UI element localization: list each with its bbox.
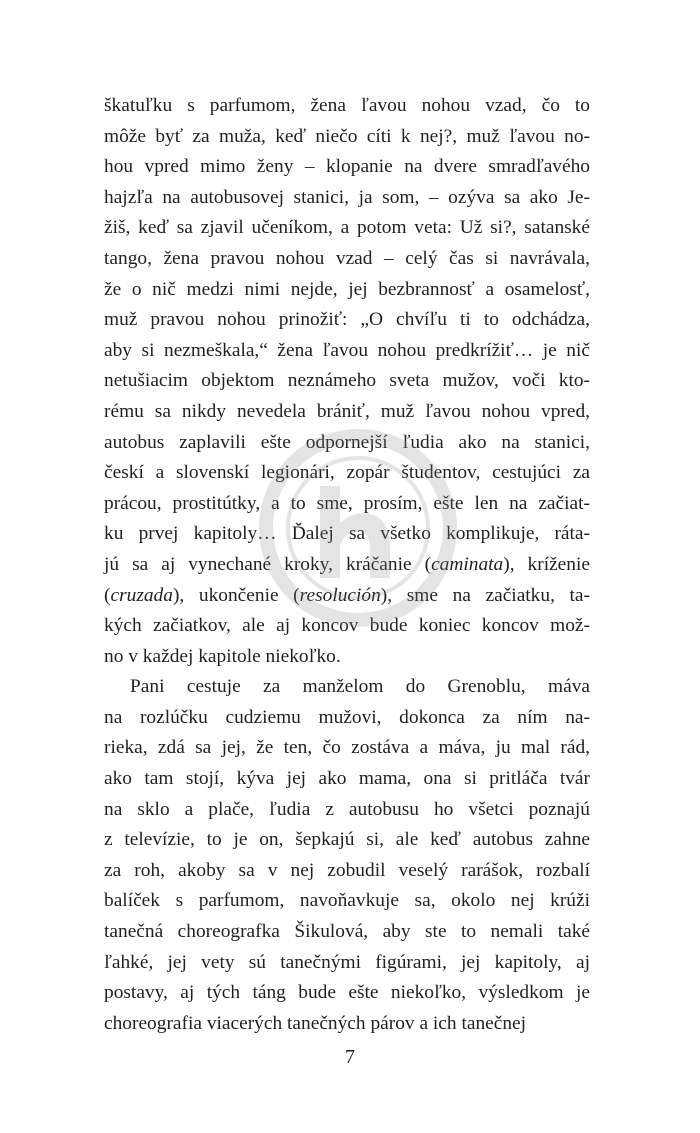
text-segment: na rozlúčku cudziemu mužovi, dokonca za ním na-	[104, 706, 590, 728]
italic-term: cruzada	[110, 584, 173, 606]
italic-term: caminata	[431, 553, 504, 575]
text-segment: tango, žena pravou nohou vzad – celý čas si navrávala,	[104, 247, 590, 269]
text-segment: za roh, akoby sa v nej zobudil veselý rarášok, rozbalí	[104, 859, 590, 881]
text-segment: môže byť za muža, keď niečo cíti k nej?, muž ľavou no-	[104, 125, 590, 147]
text-segment: balíček s parfumom, navoňavkuje sa, okolo nej krúži	[104, 890, 590, 912]
text-line	[104, 703, 590, 734]
text-line	[104, 795, 590, 826]
text-segment: no v každej kapitole niekoľko.	[104, 645, 341, 667]
text-line	[104, 764, 590, 795]
text-line	[104, 825, 590, 856]
text-line	[104, 611, 590, 642]
text-line	[104, 917, 590, 948]
text-segment: rému sa nikdy nevedela brániť, muž ľavou nohou vpred,	[104, 400, 590, 422]
text-line	[104, 213, 590, 244]
text-line	[104, 183, 590, 214]
text-line	[104, 856, 590, 887]
body-text	[104, 91, 590, 1039]
text-line	[104, 275, 590, 306]
text-segment: žiš, keď sa zjavil učeníkom, a potom veta: Už si?, satanské	[104, 217, 590, 239]
text-segment: muž pravou nohou prinožiť: „O chvíľu ti to odchádza,	[104, 309, 590, 331]
text-line	[104, 886, 590, 917]
text-segment: (	[104, 584, 111, 606]
text-segment: hajzľa na autobusovej stanici, ja som, – ozýva sa ako Je-	[104, 186, 590, 208]
text-line	[104, 91, 590, 122]
text-segment: ako tam stojí, kýva jej ako mama, ona si pritláča tvár	[104, 768, 590, 790]
text-segment: Pani cestuje za manželom do Grenoblu, máva	[130, 676, 590, 698]
text-line	[104, 305, 590, 336]
text-segment: hou vpred mimo ženy – klopanie na dvere smradľavého	[104, 156, 590, 178]
text-line	[104, 1009, 590, 1040]
text-segment: na sklo a plače, ľudia z autobusu ho všetci poznajú	[104, 798, 590, 820]
text-segment: rieka, zdá sa jej, že ten, čo zostáva a máva, ju mal rád,	[104, 737, 590, 759]
text-line	[104, 122, 590, 153]
text-segment: ľahké, jej vety sú tanečnými figúrami, jej kapitoly, aj	[104, 951, 590, 973]
text-line	[104, 581, 590, 612]
text-line	[104, 336, 590, 367]
text-segment: postavy, aj tých táng bude ešte niekoľko, výsledkom je	[104, 982, 590, 1004]
text-line	[104, 550, 590, 581]
text-segment: ku prvej kapitoly… Ďalej sa všetko komplikuje, ráta-	[104, 523, 590, 545]
text-segment: že o nič medzi nimi nejde, jej bezbrannosť a osamelosť,	[104, 278, 590, 300]
text-line	[104, 519, 590, 550]
text-segment: českí a slovenskí legionári, zopár študentov, cestujúci za	[104, 462, 590, 484]
text-segment: jú sa aj vynechané kroky, kráčanie (	[104, 553, 432, 575]
italic-term: resolución	[299, 584, 381, 606]
text-line	[104, 672, 590, 703]
text-segment: netušiacim objektom neznámeho sveta mužov, voči kto-	[104, 370, 590, 392]
text-line	[104, 244, 590, 275]
text-segment: ), kríženie	[503, 553, 590, 575]
text-line	[104, 428, 590, 459]
text-segment: kých začiatkov, ale aj koncov bude koniec koncov mož-	[104, 615, 590, 637]
text-segment: tanečná choreografka Šikulová, aby ste to nemali také	[104, 921, 590, 943]
text-line	[104, 642, 590, 673]
text-segment: z televízie, to je on, šepkajú si, ale keď autobus zahne	[104, 829, 590, 851]
text-segment: autobus zaplavili ešte odpornejší ľudia ako na stanici,	[104, 431, 590, 453]
text-line	[104, 397, 590, 428]
text-line	[104, 366, 590, 397]
text-line	[104, 948, 590, 979]
text-line	[104, 978, 590, 1009]
text-segment: škatuľku s parfumom, žena ľavou nohou vzad, čo to	[104, 95, 590, 116]
text-segment: ), sme na začiatku, ta-	[380, 584, 590, 606]
text-segment: ), ukončenie (	[172, 584, 300, 606]
text-line	[104, 489, 590, 520]
page-number: 7	[345, 1046, 355, 1068]
text-segment: choreografia viacerých tanečných párov a ich tanečnej	[104, 1012, 527, 1034]
text-segment: aby si nezmeškala,“ žena ľavou nohou predkrížiť… je nič	[104, 339, 590, 361]
text-line	[104, 152, 590, 183]
text-line	[104, 458, 590, 489]
text-segment: prácou, prostitútky, a to sme, prosím, ešte len na začiat-	[104, 492, 590, 514]
text-line	[104, 733, 590, 764]
